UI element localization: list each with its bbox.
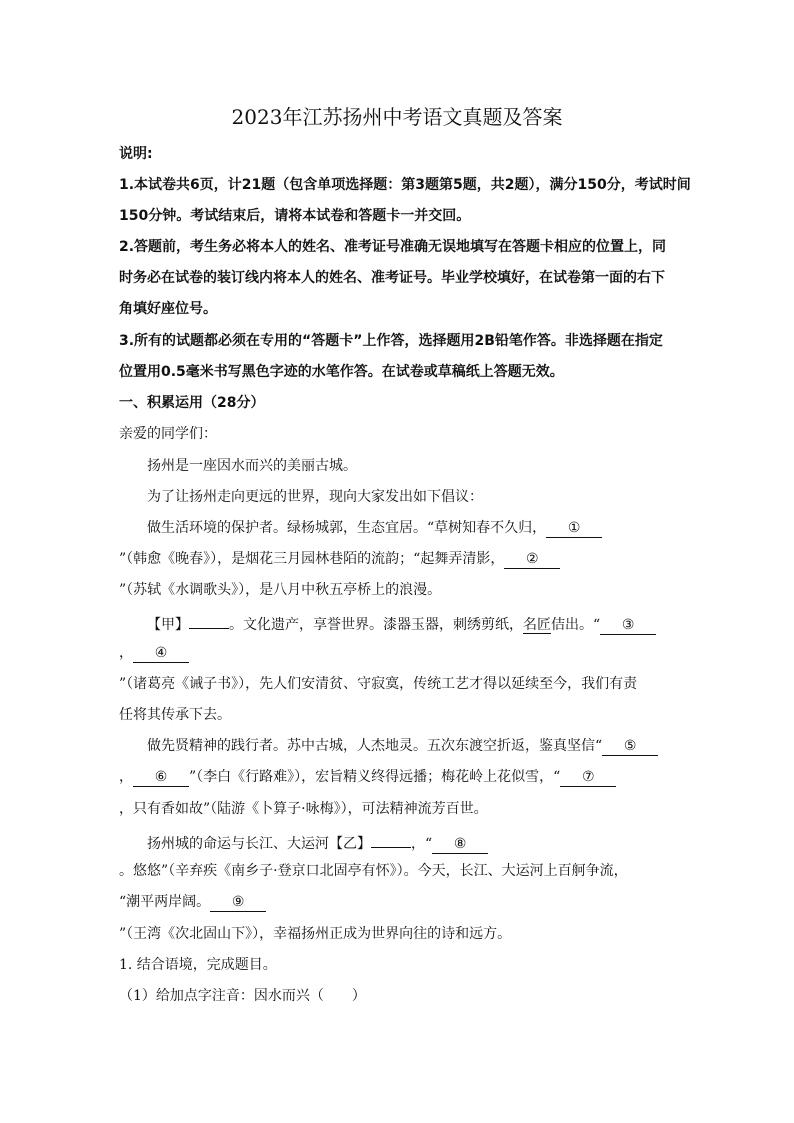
blank-9[interactable]: ⑨	[210, 894, 266, 912]
blank-4[interactable]: ④	[133, 645, 189, 663]
question-1: 1. 结合语境，完成题目。	[119, 957, 277, 973]
paragraph-4-comma: ，	[119, 645, 133, 661]
blank-2[interactable]: ②	[504, 551, 560, 569]
notes-heading: 说明:	[119, 146, 153, 162]
blank-5[interactable]: ⑤	[602, 738, 658, 756]
note-2-line-1: 2.答题前，考生务必将本人的姓名、准考证号准确无误地填写在答题卡相应的位置上，同	[119, 239, 667, 255]
note-1-line-1: 1.本试卷共6页，计21题（包含单项选择题：第3题第5题，共2题），满分150分，考试时间	[119, 177, 691, 193]
paragraph-5-line-2	[119, 767, 679, 787]
paragraph-3-text-b: ”（韩愈《晚春》），是烟花三月园林巷陌的流韵；“起舞弄清影，	[119, 551, 505, 567]
note-3-line-1: 3.所有的试题都必须在专用的“答题卡”上作答，选择题用2B铅笔作答。非选择题在指定	[119, 333, 663, 349]
blank-jia[interactable]	[189, 611, 229, 629]
paragraph-6-line-3	[119, 892, 679, 912]
blank-1[interactable]: ①	[546, 520, 602, 538]
blank-6[interactable]: ⑥	[133, 769, 189, 787]
note-2-line-3: 角填好座位号。	[119, 301, 217, 317]
paragraph-5-text-c: ”（李白《行路难》），宏旨精义终得远播；梅花岭上花似雪，“	[189, 769, 561, 785]
paragraph-6-line-4: ”（王湾《次北固山下》），幸福扬州正成为世界向往的诗和远方。	[119, 926, 512, 942]
paragraph-6-text-a: 扬州城的命运与长江、大运河【乙】	[147, 836, 371, 852]
greeting: 亲爱的同学们：	[119, 426, 217, 442]
note-3-line-2: 位置用0.5毫米书写黑色字迹的水笔作答。在试卷或草稿纸上答题无效。	[119, 364, 564, 380]
paragraph-3-line-2	[119, 549, 679, 569]
paragraph-3-line-3: ”（苏轼《水调歌头》），是八月中秋五亭桥上的浪漫。	[119, 582, 442, 598]
blank-yi[interactable]	[371, 830, 411, 848]
section-heading: 一、积累运用（28分）	[119, 395, 265, 411]
paragraph-4-line-1	[147, 611, 679, 635]
paragraph-2: 为了让扬州走向更远的世界，现向大家发出如下倡议：	[147, 489, 483, 505]
blank-3[interactable]: ③	[600, 617, 656, 635]
paragraph-3-line-1	[147, 518, 679, 538]
blank-7[interactable]: ⑦	[560, 769, 616, 787]
dotted-word: 名匠	[523, 617, 551, 633]
paragraph-5-line-1	[147, 736, 679, 756]
paragraph-4-text-b: 。文化遗产，享誉世界。漆器玉器，刺绣剪纸，	[229, 617, 523, 633]
paragraph-6-text-b: ，“	[411, 836, 433, 852]
page-title: 2023年江苏扬州中考语文真题及答案	[231, 105, 563, 129]
note-2-line-2: 时务必在试卷的装订线内将本人的姓名、准考证号。毕业学校填好，在试卷第一面的右下	[119, 270, 665, 286]
paragraph-1: 扬州是一座因水而兴的美丽古城。	[147, 458, 357, 474]
paragraph-4-line-2	[119, 643, 679, 663]
blank-8[interactable]: ⑧	[432, 836, 488, 854]
paragraph-3-text-a: 做生活环境的保护者。绿杨城郭，生态宜居。“草树知春不久归，	[147, 520, 547, 536]
paragraph-6-text-d: “潮平两岸阔。	[119, 894, 211, 910]
paragraph-4-label-jia: 【甲】	[147, 617, 189, 633]
paragraph-4-line-4: 任将其传承下去。	[119, 707, 231, 723]
paragraph-5-text-a: 做先贤精神的践行者。苏中古城，人杰地灵。五次东渡空折返，鉴真坚信“	[147, 738, 603, 754]
paragraph-6-line-2: 。悠悠”（辛弃疾《南乡子·登京口北固亭有怀》）。今天，长江、大运河上百舸争流，	[119, 863, 628, 879]
paragraph-5-comma: ，	[119, 769, 133, 785]
question-1-part-1: （1）给加点字注音：因水而兴（ ）	[119, 988, 366, 1004]
note-1-line-2: 150分钟。考试结束后，请将本试卷和答题卡一并交回。	[119, 208, 471, 224]
paragraph-4-line-3: ”（诸葛亮《诫子书》），先人们安清贫、守寂寞，传统工艺才得以延续至今，我们有责	[119, 676, 638, 692]
paragraph-6-line-1	[147, 830, 679, 854]
paragraph-4-text-d: 佶出。“	[551, 617, 601, 633]
paragraph-5-line-3: ，只有香如故”（陆游《卜算子·咏梅》），可法精神流芳百世。	[119, 801, 488, 817]
